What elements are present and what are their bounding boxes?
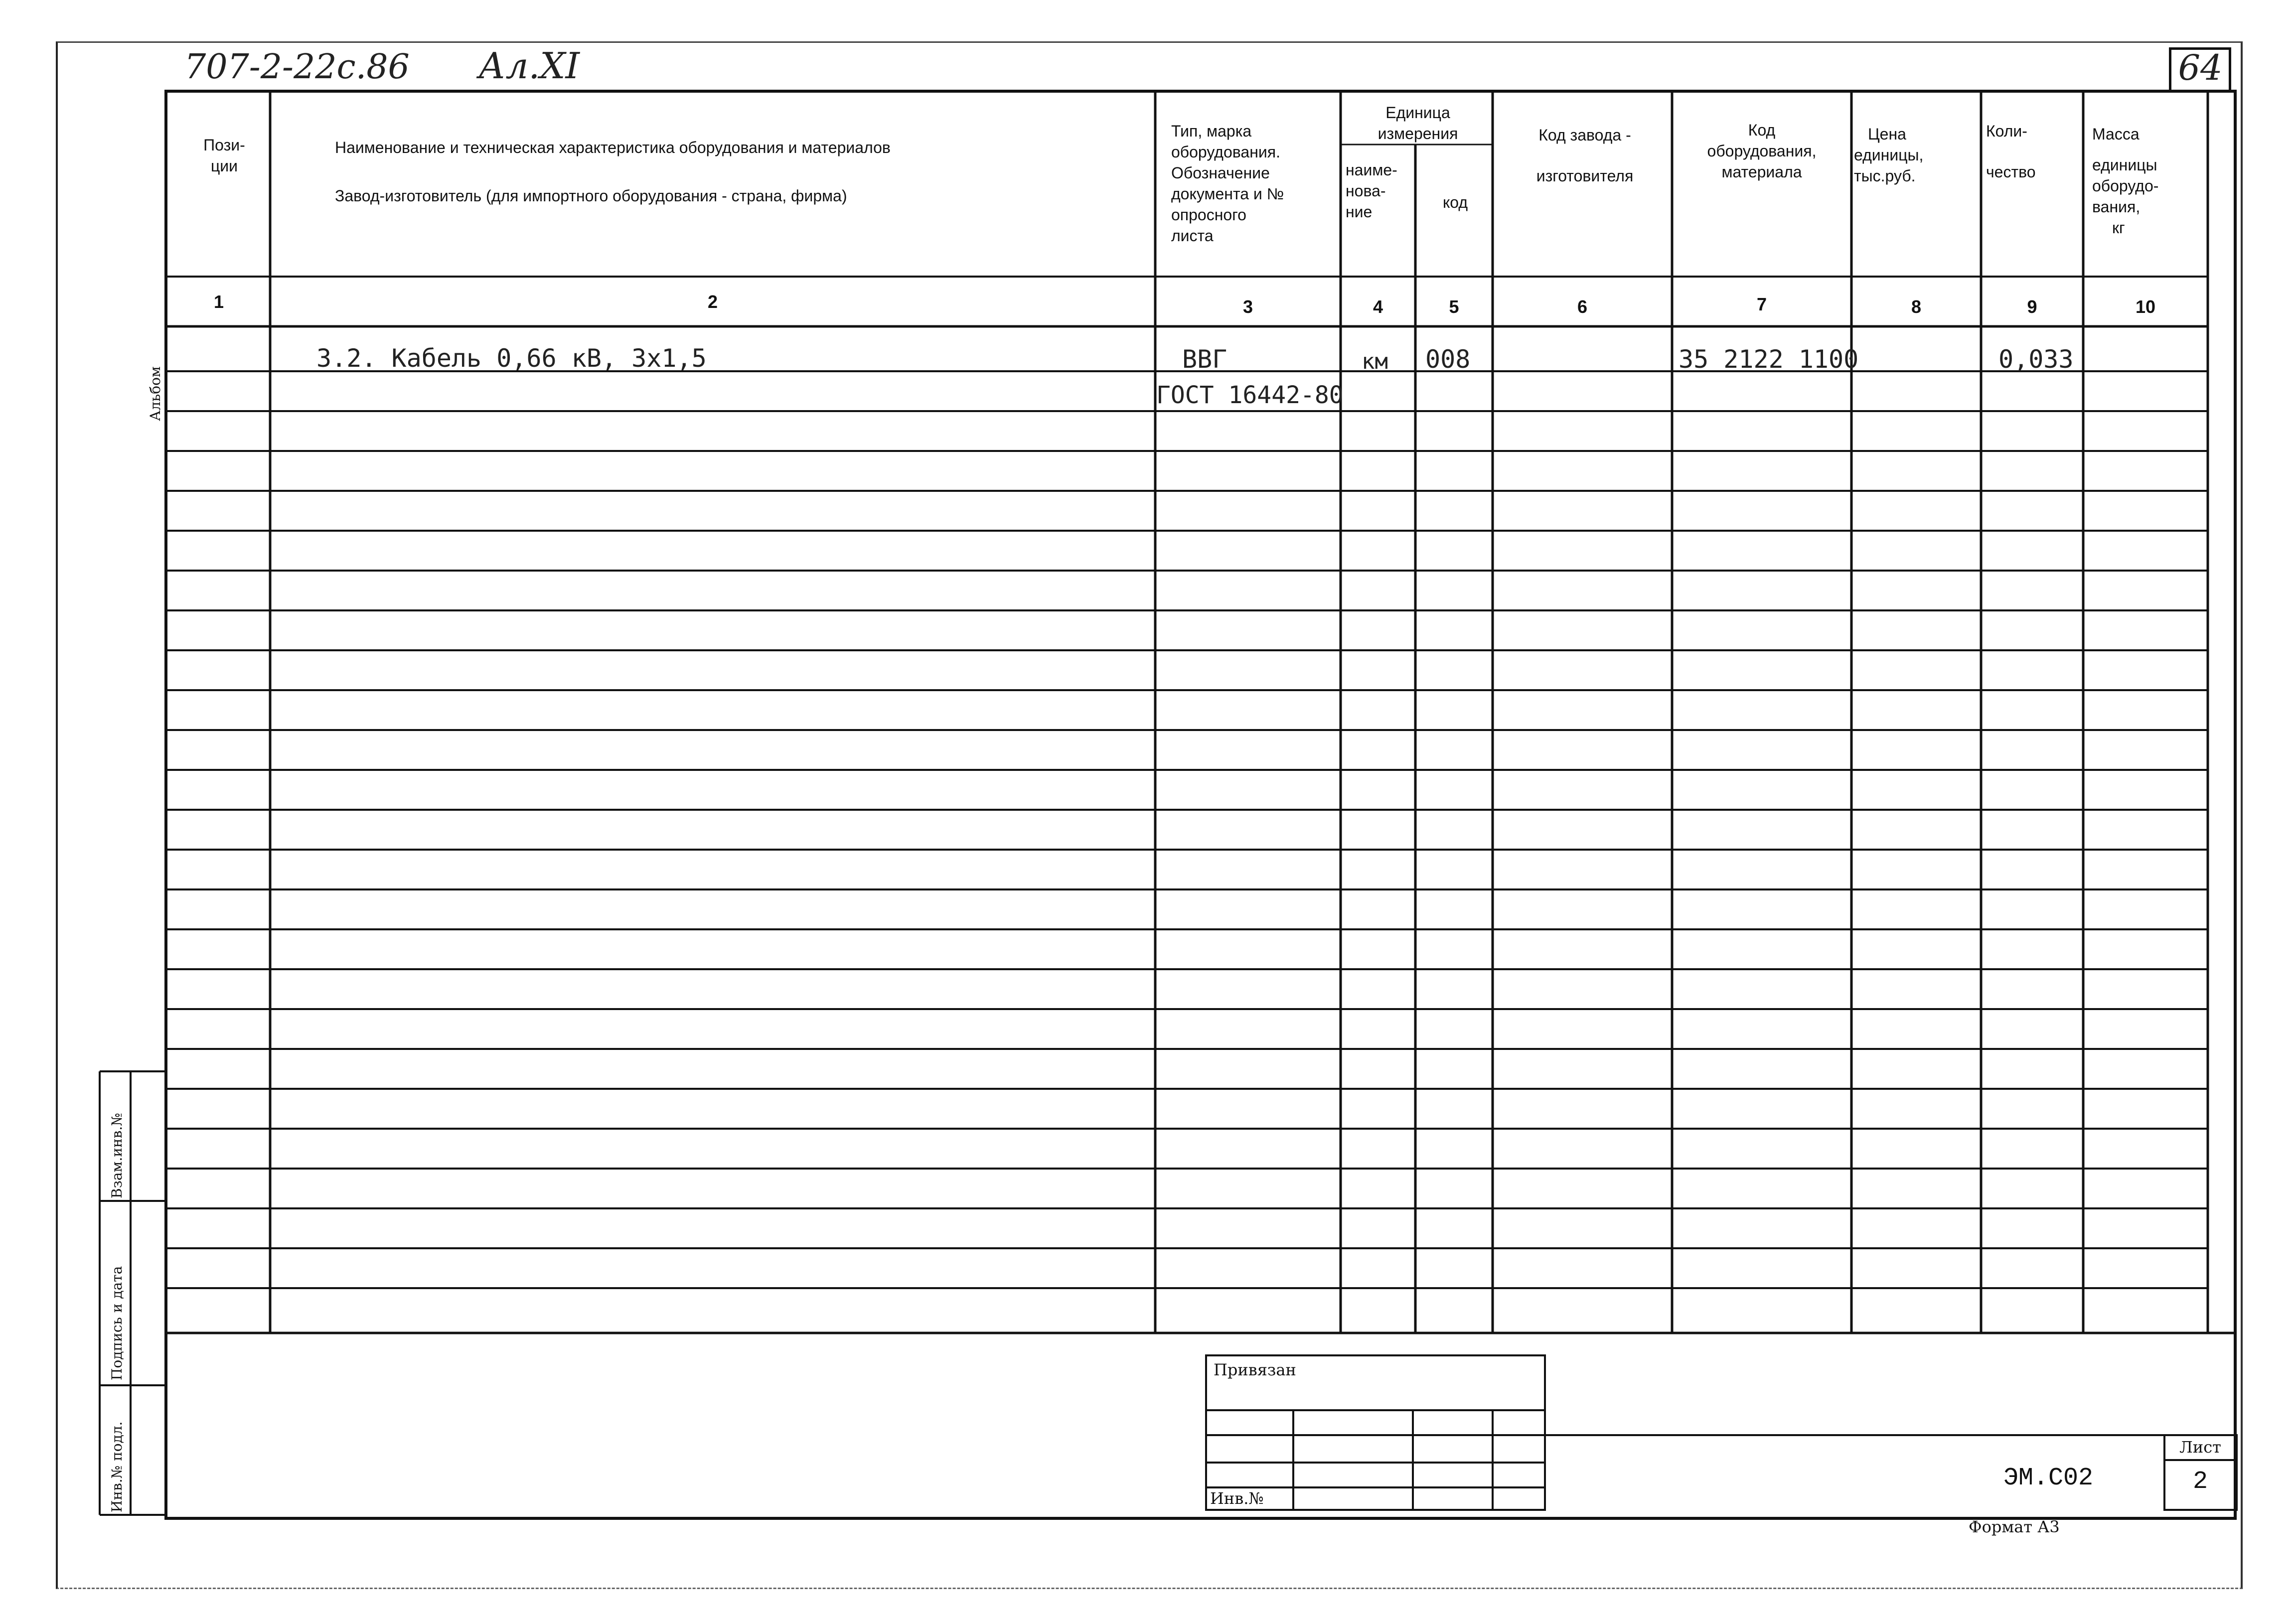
stamp-inv-label: Инв.№ (1210, 1489, 1264, 1508)
table-cell-name: 3.2. Кабель 0,66 кВ, 3х1,5 (316, 344, 707, 373)
col5-header: код (1442, 193, 1468, 211)
unit-group-header: Единица измерения (1378, 104, 1458, 143)
album-side-label: Альбом (147, 366, 163, 421)
document-designation: ЭМ.С02 (2003, 1464, 2094, 1492)
col-num-9: 9 (2027, 296, 2037, 317)
col-num-8: 8 (1911, 296, 1922, 317)
sheet-number: 2 (2192, 1468, 2208, 1496)
col9-header: Коли- чество (1986, 122, 2036, 181)
col-num-5: 5 (1449, 296, 1459, 317)
replace-inv-label: Взам.инв.№ (109, 1113, 125, 1198)
col3-header: Тип, марка оборудования. Обозначение документа и № опросного листа (1171, 122, 1284, 245)
table-cell-qty: 0,033 (1998, 345, 2074, 374)
col-num-3: 3 (1242, 296, 1253, 317)
document-code: 707-2-22с.86 (184, 47, 410, 87)
col6-header: Код завода - изготовителя (1536, 126, 1634, 185)
col-num-4: 4 (1373, 296, 1383, 317)
format-label: Формат А3 (1969, 1517, 2060, 1536)
col8-header: Цена единицы, тыс.руб. (1854, 125, 1924, 185)
original-inv-label: Инв.№ подл. (109, 1421, 125, 1512)
table-cell-type-standard: ГОСТ 16442-80 (1156, 381, 1344, 409)
stamp-title: Привязан (1214, 1360, 1296, 1379)
col-num-7: 7 (1756, 294, 1767, 314)
album-number: Ал.XI (478, 45, 580, 87)
table-cell-material-code: 35 2122 1100 (1679, 345, 1859, 374)
col-num-2: 2 (707, 292, 718, 312)
col-num-1: 1 (213, 292, 224, 312)
signature-date-label: Подпись и дата (109, 1266, 125, 1380)
table-cell-unit: км (1362, 349, 1388, 374)
col-num-10: 10 (2135, 296, 2156, 317)
table-cell-type: ВВГ (1182, 345, 1227, 374)
col10-header: Масса единицы оборудо- вания, кг (2092, 125, 2159, 237)
col4-header: наиме- нова- ние (1346, 161, 1397, 221)
col7-header: Код оборудования, материала (1707, 121, 1817, 181)
col2-header: Наименование и техническая характеристика оборудования и материалов Завод-изготовитель (для импортного оборудования - страна, фирма) (335, 139, 891, 205)
table-cell-unit-code: 008 (1425, 345, 1471, 374)
col-num-6: 6 (1577, 296, 1588, 317)
page-number: 64 (2178, 47, 2223, 88)
sheet-label: Лист (2179, 1438, 2221, 1457)
col1-header: Пози- ции (203, 136, 245, 175)
